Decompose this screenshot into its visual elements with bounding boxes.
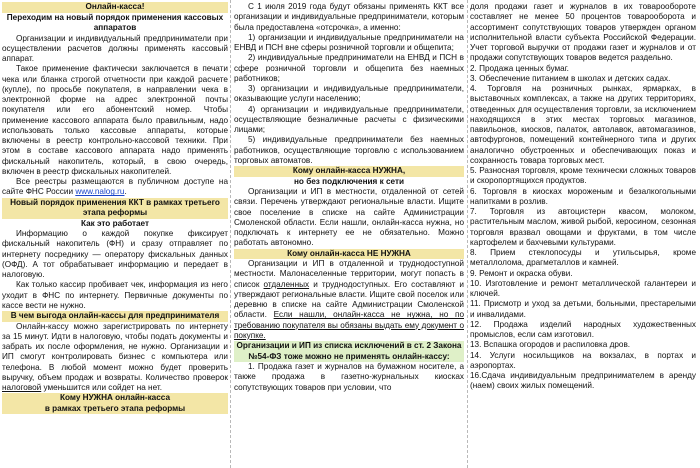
underlined-text: налоговой (2, 383, 42, 392)
paragraph-text: уменьшится или сойдет на нет. (43, 383, 162, 392)
paragraph: Организации и индивидуальный предприниматели при осуществлении расчетов должны применять кассовый аппарат. (2, 33, 228, 63)
heading-benefit: В чем выгода онлайн-кассы для предпринимателя (2, 311, 228, 322)
heading-third-stage: в рамках третьего этапа реформы (2, 404, 228, 415)
column-divider (230, 0, 231, 468)
heading-needed-offline: Кому онлайн-касса НУЖНА, (234, 166, 464, 177)
list-item: 10. Изготовление и ремонт металлической галантереи и ключей. (470, 278, 696, 298)
paragraph-text: Онлайн-кассу можно зарегистрировать по интернету за 15 минут. Идти в налоговую, чтобы подать документы и забрать их после оформления, не нужно. Организации и ИП смогут контролировать бизнес с компьютера или телефона. В любой момент можно будет проверить выручку, объем продаж и возвраты. Количество проверок (2, 321, 228, 382)
heading-new-order-kkt: Новый порядок применения ККТ в рамках третьего этапа реформы (2, 198, 228, 219)
list-item: 2. Продажа ценных бумаг. (470, 63, 569, 73)
nalog-link[interactable]: www.nalog.ru (75, 187, 125, 197)
list-item: 12. Продажа изделий народных художественных промыслов, если сам изготовил. (470, 319, 696, 339)
paragraph-text: Все реестры размещаются в публичном доступе на сайте ФНС России (2, 177, 228, 197)
column-right (470, 2, 696, 468)
paragraph: 1. Продажа газет и журналов на бумажном носителе, а также продажа в газетно-журнальных киосках сопутствующих товаров при условии, что (234, 362, 464, 392)
paragraph: 1) организации и индивидуальные предприниматели на ЕНВД и ПСН вне сферы розничной торговли и общепита; (234, 32, 464, 52)
paragraph: Информацию о каждой покупке фиксирует фискальный накопитель (ФН) и сразу отправляет по интернету посреднику — оператору фискальных данных (ОФД). А тот обрабатывает информацию и передает в налоговую. (2, 229, 228, 279)
list-item: 14. Услуги носильщиков на вокзалах, в портах и аэропортах. (470, 350, 696, 370)
list-item: 4. Торговля на розничных рынках, ярмарках, в выставочных комплексах, а также на других территориях, отведенных для осуществления торговли, за исключением находящихся в этих местах торговых магазинов, павильонов, киосков, палаток, автолавок, автомагазинов, автофургонов, помещений контейнерного типа и других аналогично обустроенных и обеспечивающих показ и сохранность товара торговых мест. (470, 84, 696, 165)
list-item: 3. Обеспечение питанием в школах и детских садах. (470, 73, 671, 83)
heading-online-kassa: Онлайн-касса! (2, 2, 228, 13)
heading-offline-sub: но без подключения к сети (293, 176, 405, 186)
paragraph: 4) организации и индивидуальные предприниматели, осуществляющие безналичные расчеты с физическими лицами; (234, 104, 464, 134)
column-left (2, 2, 228, 468)
list-item: 16.Сдача индивидуальным предпринимателем в аренду (наем) своих жилых помещений. (470, 371, 696, 391)
paragraph-text: и труднодоступных. Его составляют и утверждают региональные власти. Ищите свой поселок или деревню в списке на сайте Администрации Смоленской области. (234, 279, 464, 320)
paragraph (234, 259, 464, 341)
paragraph-text: Организации и ИП в отдаленной и труднодоступной местности. Малонаселенные территории, могут попасть в список (234, 259, 464, 289)
paragraph: 3) организации и индивидуальные предприниматели, оказывающие услуги населению; (234, 84, 464, 104)
paragraph (2, 322, 228, 394)
list-item: 11. Присмотр и уход за детьми, больными, престарелыми и инвалидами. (470, 299, 696, 319)
heading-exceptions: Организации и ИП из списка исключений в ст. 2 Закона №54-ФЗ тоже можно не применять онлайн-кассу: (234, 341, 464, 362)
heading-new-order: Переходим на новый порядок применения кассовых аппаратов (6, 12, 224, 32)
paragraph: Организации и ИП в местности, отдаленной от сетей связи. Перечень утверждают региональные власти. Ищите свое поселение в списке на сайте Администрации Смоленской области. Если нашли, онлайн-касса нужна, но подключать к интернету ее не обязательно. Можно работать автономно. (234, 187, 464, 248)
paragraph: 2) индивидуальные предприниматели на ЕНВД и ПСН в сфере розничной торговли и общепита без наемных работников; (234, 53, 464, 83)
column-divider (467, 0, 468, 468)
list-item: 8. Прием стеклопосуды и утильсырья, кроме металлолома, драгметаллов и камней. (470, 248, 696, 268)
paragraph: С 1 июля 2019 года будут обязаны применять ККТ все организации и индивидуальные предприниматели, которым была предоставлена «отсрочка», а именно: (234, 2, 464, 32)
underlined-text: отдаленных (263, 279, 310, 289)
column-middle (234, 2, 464, 468)
list-item: 7. Торговля из автоцистерн квасом, молоком, растительным маслом, живой рыбой, керосином, сезонная торговля вразвал овощами и фруктами, в том числе картофелем и бахчевыми культурами. (470, 207, 696, 247)
paragraph: Все реестры размещаются в публичном доступе на сайте ФНС России www.nalog.ru. (2, 177, 228, 197)
paragraph: 5) индивидуальные предприниматели без наемных работников, осуществляющие торговлю с использованием торговых автоматов. (234, 135, 464, 165)
paragraph: доля продажи газет и журналов в их товарообороте составляет не менее 50 процентов товарооборота и ассортимент сопутствующих товаров утвержден органом исполнительной власти субъекта Российской Федерации. Учет торговой выручки от продажи газет и журналов и от продажи сопутствующих товаров ведется раздельно. (470, 2, 696, 63)
heading-not-needed: Кому онлайн-касса НЕ НУЖНА (234, 249, 464, 260)
list-item: 5. Разносная торговля, кроме технически сложных товаров и скоропортящихся продуктов. (470, 166, 696, 186)
exceptions-list (470, 64, 696, 392)
list-item: 6. Торговля в киосках мороженым и безалкогольными напитками в розлив. (470, 186, 696, 206)
paragraph: Такое применение фактически заключается в печати чека или бланка строгой отчетности при каждой расчете (купле), по просьбе покупателя, в направлении чека в электронной форме на адрес электронной почты покупателя или его абонентский номер. Чтобы применение кассового аппарата было правильным, надо использовать только кассовые аппараты, которые включены в реестр контрольно-кассовой техники. При этом в составе кассового аппарата надо применять фискальный накопитель, который, в свою очередь, включен в реестр фискальных накопителей. (2, 64, 228, 176)
heading-how-it-works: Как это работает (80, 218, 150, 228)
list-item: 9. Ремонт и окраска обуви. (470, 268, 573, 278)
paragraph: Как только кассир пробивает чек, информация из него уходит в ФНС по интернету. Первичные документы по кассе вести не нужно. (2, 280, 228, 310)
heading-who-needs: Кому НУЖНА онлайн-касса (2, 393, 228, 404)
list-item: 13. Вспашка огородов и распиловка дров. (470, 340, 631, 350)
underlined-text: Если нашли, онлайн-касса не нужна, но по требованию покупателя вы обязаны выдать ему документ о покупке. (234, 310, 464, 340)
